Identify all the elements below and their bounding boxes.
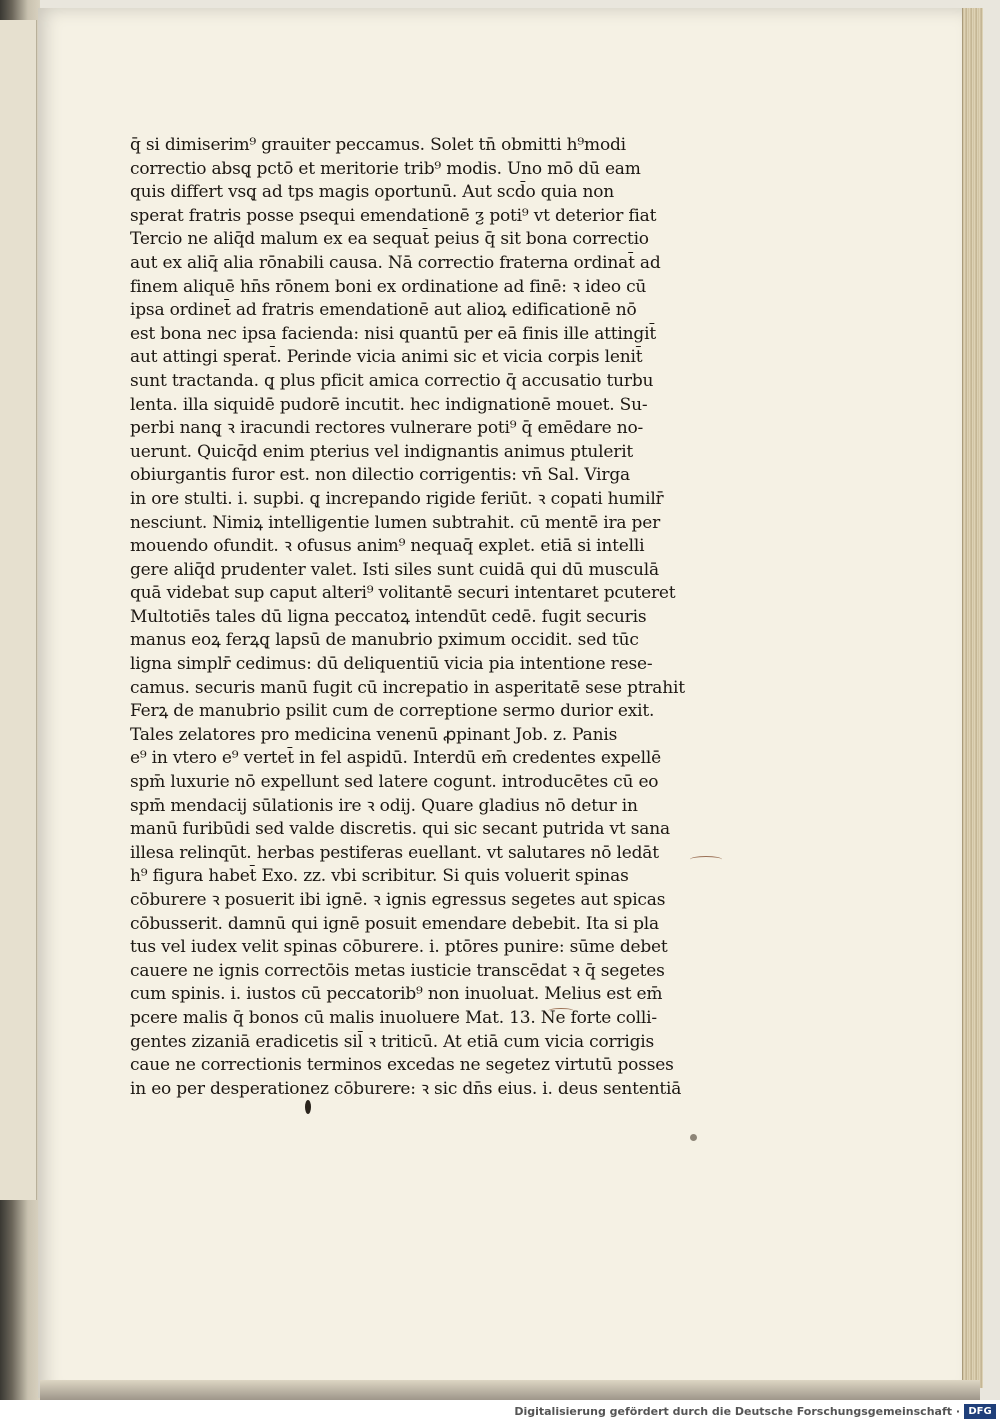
text-line: cōbusserit. damnū qui ignē posuit emendare debebit. Ita si pla — [130, 913, 659, 934]
text-line: est bona nec ipsa facienda: nisi quantū per eā finis ille attingit̄ — [130, 323, 656, 344]
text-line: cōburere ꝛ posuerit ibi ignē. ꝛ ignis egressus segetes aut spicas — [130, 890, 666, 910]
text-line: manus eoꝝ ferꝝq̨ lapsū de manubrio pximum occidit. sed tūc — [130, 630, 639, 651]
ink-mark — [305, 1100, 311, 1114]
text-line: manū furibūdi sed valde discretis. qui sic secant putrida vt sana — [130, 819, 670, 840]
text-line: illesa relinqūt. herbas pestiferas euellant. vt salutares nō ledāt — [130, 842, 659, 863]
text-line: e⁹ in vtero e⁹ vertet̄ in fel aspidū. Interdū em̄ credentes expellē — [130, 748, 661, 769]
text-line: cum spinis. i. iustos cū peccatorib⁹ non inuoluat. Melius est em̄ — [130, 984, 663, 1005]
text-line: camus. securis manū fugit cū increpatio in asperitatē sese ptrahit — [130, 677, 685, 698]
text-line: correctio absq̨ pctō et meritorie trib⁹ modis. Uno mō dū eam — [130, 158, 641, 179]
footer-bar — [0, 1400, 1000, 1424]
text-line: ligna simplr̄ cedimus: dū deliquentiū vicia pia intentione rese- — [130, 654, 653, 675]
text-line: quā videbat sup caput alteri⁹ volitantē securi intentaret pcuteret — [130, 583, 676, 604]
text-line: lenta. illa siquidē pudorē incutit. hec indignationē mouet. Su- — [130, 394, 648, 415]
text-line: tus vel iudex velit spinas cōburere. i. ptōres punire: sūme debet — [130, 937, 668, 958]
text-line: gere aliq̄d prudenter valet. Isti siles sunt cuidā qui dū musculā — [130, 559, 659, 580]
page-edges-right — [962, 8, 983, 1388]
dfg-logo: DFG — [964, 1404, 996, 1419]
page-edges-bottom — [40, 1380, 980, 1400]
ink-dot — [690, 1134, 697, 1141]
text-line: quis differt vsq̨ ad tps magis oportunū. Aut scd̄o quia non — [130, 182, 615, 203]
text-line: caue ne correctionis terminos excedas ne segetez virtutū posses — [130, 1055, 674, 1076]
text-line: pcere malis q̄ bonos cū malis inuoluere Mat. 13. Ne forte colli- — [130, 1007, 657, 1028]
text-line: cauere ne ignis correctōis metas iusticie transcēdat ꝛ q̄ segetes — [130, 960, 665, 981]
text-line: spm̄ mendacij sūlationis ire ꝛ odij. Quare gladius nō detur in — [130, 795, 638, 816]
facing-page-edge — [0, 20, 37, 1200]
text-line: Ferꝝ de manubrio psilit cum de correptione sermo durior exit. — [130, 701, 655, 722]
main-text-block — [130, 134, 700, 1101]
text-line: spm̄ luxurie nō expellunt sed latere cogunt. introducētes cū eo — [130, 772, 659, 793]
text-line: Tercio ne aliq̄d malum ex ea sequat̄ peius q̄ sit bona correctio — [130, 229, 649, 250]
text-line: q̄ si dimiserim⁹ grauiter peccamus. Solet tn̄ obmitti h⁹modi — [130, 135, 626, 155]
text-line: mouendo ofundit. ꝛ ofusus anim⁹ nequaq̄ explet. etiā si intelli — [130, 536, 645, 557]
text-line: h⁹ figura habet̄ Exo. zz. vbi scribitur. Si quis voluerit spinas — [130, 866, 629, 887]
text-line: finem aliquē hn̄s rōnem boni ex ordinatione ad finē: ꝛ ideo cū — [130, 276, 647, 297]
text-line: ipsa ordinet̄ ad fratris emendationē aut alioꝝ edificationē nō — [130, 300, 637, 321]
text-line: aut attingi sperat̄. Perinde vicia animi sic et vicia corpis lenit̄ — [130, 347, 643, 368]
text-line: gentes zizaniā eradicetis sil̄ ꝛ triticū. At etiā cum vicia corrigis — [130, 1031, 655, 1052]
funding-notice: Digitalisierung gefördert durch die Deutsche Forschungsgemeinschaft · — [514, 1405, 960, 1418]
text-line: in ore stulti. i. supbi. q̨ increpando rigide feriūt. ꝛ copati humilr̄ — [130, 488, 664, 509]
text-line: obiurgantis furor est. non dilectio corrigentis: vn̄ Sal. Virga — [130, 465, 630, 486]
text-line: in eo per desperationez cōburere: ꝛ sic dn̄s eius. i. deus sententiā — [130, 1078, 682, 1099]
text-line: Multotiēs tales dū ligna peccatoꝝ intendūt cedē. fugit securis — [130, 606, 647, 627]
margin-annotation-mark — [690, 856, 722, 863]
text-line: sunt tractanda. q̨ plus pficit amica correctio q̄ accusatio turbu — [130, 370, 654, 391]
text-line: aut ex aliq̄ alia rōnabili causa. Nā correctio fraterna ordinat̄ ad — [130, 252, 661, 273]
text-line: uerunt. Quicq̄d enim pterius vel indignantis animus ptulerit — [130, 441, 634, 462]
text-line: nesciunt. Nimiꝝ intelligentie lumen subtrahit. cū mentē ira per — [130, 512, 661, 533]
text-line: Tales zelatores pro medicina venenū ꝓpinant Job. z. Panis — [130, 724, 618, 745]
text-line: sperat fratris posse psequi emendationē ƺ poti⁹ vt deterior fiat — [130, 205, 657, 226]
margin-annotation-mark — [548, 1008, 574, 1014]
text-line: perbi nanq̨ ꝛ iracundi rectores vulnerare poti⁹ q̄ emēdare no- — [130, 418, 644, 439]
